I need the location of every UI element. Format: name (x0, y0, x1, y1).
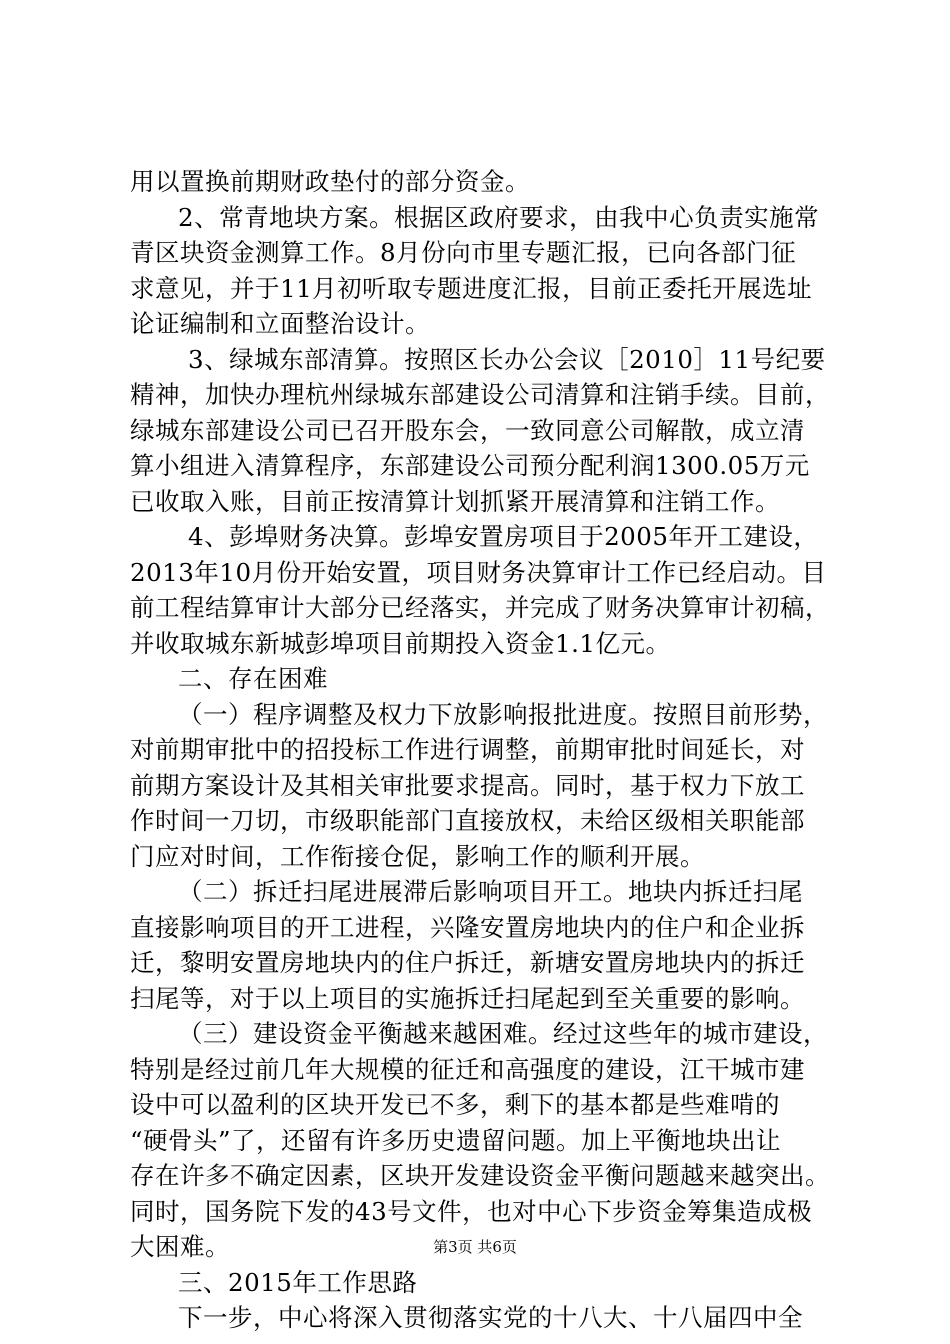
text-line: 论证编制和立面整治设计。 (130, 309, 430, 338)
text-line: 用以置换前期财政垫付的部分资金。 (130, 167, 530, 196)
text-line: （三）建设资金平衡越来越困难。经过这些年的城市建设， (178, 1019, 828, 1048)
text-line: 青区块资金测算工作。8月份向市里专题汇报，已向各部门征 (130, 238, 797, 267)
text-line: 二、存在困难 (178, 664, 328, 693)
text-line: 求意见，并于11月初听取专题进度汇报，目前正委托开展选址 (130, 273, 813, 303)
text-line: “硬骨头”了，还留有许多历史遗留问题。加上平衡地块出让 (130, 1125, 782, 1155)
text-line: 同时，国务院下发的43号文件，也对中心下步资金筹集造成极 (130, 1196, 813, 1226)
text-line: 迁，黎明安置房地块内的住户拆迁，新塘安置房地块内的拆迁 (130, 948, 805, 977)
text-line: 2、常青地块方案。根据区政府要求，由我中心负责实施常 (178, 202, 820, 232)
text-line: 前工程结算审计大部分已经落实，并完成了财务决算审计初稿， (130, 593, 830, 622)
text-line: 特别是经过前几年大规模的征迁和高强度的建设，江干城市建 (130, 1054, 805, 1084)
text-line: 三、2015年工作思路 (178, 1267, 418, 1297)
text-line: 下一步，中心将深入贯彻落实党的十八大、十八届四中全 (178, 1303, 803, 1332)
text-line: 算小组进入清算程序，东部建设公司预分配利润1300.05万元 (130, 451, 810, 480)
text-line: 直接影响项目的开工进程，兴隆安置房地块内的住户和企业拆 (130, 912, 805, 942)
text-line: 精神，加快办理杭州绿城东部建设公司清算和注销手续。目前， (130, 380, 830, 409)
text-line: 3、绿城东部清算。按照区长办公会议［2010］11号纪要 (188, 344, 826, 374)
text-line: 设中可以盈利的区块开发已不多，剩下的基本都是些难啃的 (130, 1090, 780, 1119)
text-line: （二）拆迁扫尾进展滞后影响项目开工。地块内拆迁扫尾 (178, 877, 803, 906)
text-line: 并收取城东新城彭埠项目前期投入资金1.1亿元。 (130, 628, 671, 658)
text-line: 2013年10月份开始安置，项目财务决算审计工作已经启动。目 (130, 557, 827, 587)
text-line: 4、彭埠财务决算。彭埠安置房项目于2005年开工建设， (188, 522, 819, 551)
text-line: （一）程序调整及权力下放影响报批进度。按照目前形势， (178, 699, 828, 729)
text-line: 门应对时间，工作衔接仓促，影响工作的顺利开展。 (130, 841, 705, 871)
text-line: 存在许多不确定因素，区块开发建设资金平衡问题越来越突出。 (130, 1161, 830, 1190)
text-line: 前期方案设计及其相关审批要求提高。同时，基于权力下放工 (130, 770, 805, 800)
page-footer: 第3页 共6页 (433, 1238, 517, 1256)
text-line: 作时间一刀切，市级职能部门直接放权，未给区级相关职能部 (130, 806, 805, 835)
text-line: 对前期审批中的招投标工作进行调整，前期审批时间延长，对 (130, 735, 805, 764)
text-line: 已收取入账，目前正按清算计划抓紧开展清算和注销工作。 (130, 486, 780, 516)
document-body (130, 164, 842, 1336)
text-line: 扫尾等，对于以上项目的实施拆迁扫尾起到至关重要的影响。 (130, 983, 805, 1013)
text-line: 大困难。 (130, 1232, 230, 1261)
text-line: 绿城东部建设公司已召开股东会，一致同意公司解散，成立清 (130, 415, 805, 445)
